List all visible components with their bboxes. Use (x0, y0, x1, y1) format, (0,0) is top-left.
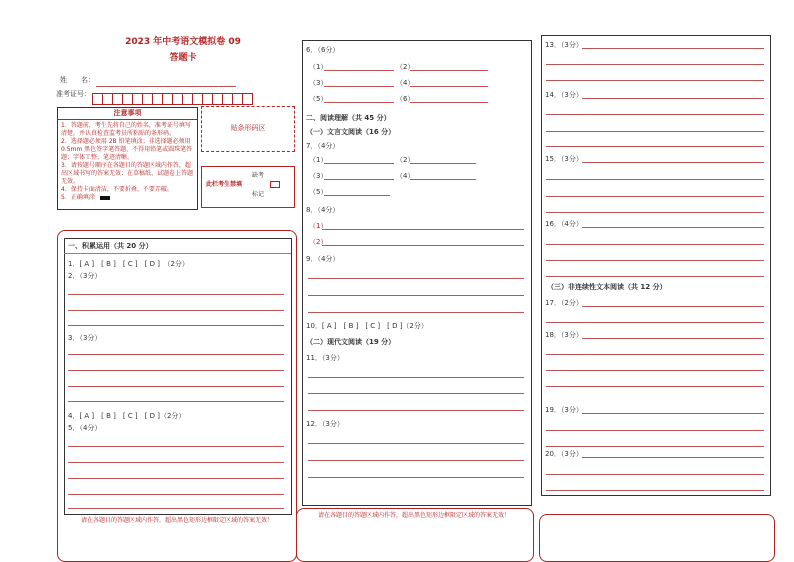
note-item: 3．请按题号顺序在各题目的答题区域内作答，超出区域书写的答案无效；在草稿纸、试题卷上答题无效。 (61, 162, 194, 185)
absent-checkbox[interactable] (270, 181, 280, 188)
name-label: 姓 名： (60, 76, 95, 84)
q7-item-label: （2） (396, 156, 415, 164)
filled-mark-icon (100, 196, 110, 200)
col1-warning: 请在各题目的答题区域内作答，超出黑色矩形边框限定区域的答案无效！ (80, 517, 273, 524)
page-title: 2023 年中考语文模拟卷 09 (125, 37, 241, 47)
absent-box (201, 166, 295, 208)
col2-warning: 请在各题目的答题区域内作答，超出黑色矩形边框限定区域的答案无效！ (317, 512, 510, 519)
q15-label: 15．（3分） (545, 155, 583, 163)
q16-label: 16．（4分） (545, 220, 583, 228)
q19-label: 19．（3分） (545, 406, 583, 414)
exam-id-cells[interactable] (92, 88, 252, 107)
q8-item-label: （1） (309, 222, 328, 230)
note-item: 5．正确填涂 (61, 194, 194, 202)
q6-item-label: （6） (396, 95, 415, 103)
q4-choices[interactable]: 4．[ A ] [ B ] [ C ] [ D ]（2分） (68, 412, 186, 420)
absent-prompt: 此栏考生禁填 (206, 181, 243, 188)
q6-item-label: （2） (396, 63, 415, 71)
q5-label: 5．（4分） (68, 424, 102, 432)
q7-item-label: （5） (309, 188, 328, 196)
q8-item-label: （2） (309, 238, 328, 246)
section-2-title: 二、阅读理解（共 45 分） (306, 114, 391, 122)
absent-mark-label: 标记 (252, 191, 265, 198)
q9-label: 9．（4分） (306, 255, 340, 263)
barcode-area (201, 106, 295, 152)
subsection-classical: （一）文言文阅读（16 分） (306, 128, 396, 136)
notes-title: 注意事项 (58, 108, 197, 120)
q11-label: 11．（3分） (306, 354, 344, 362)
q7-item-label: （4） (396, 172, 415, 180)
q3-label: 3．（3分） (68, 334, 102, 342)
q7-label: 7．（4分） (306, 142, 340, 150)
subsection-nonlinear: （三）非连续性文本阅读（共 12 分） (547, 283, 667, 291)
col2-answer-area (302, 40, 532, 506)
notes-box (57, 107, 198, 210)
col3-answer-area (541, 35, 771, 496)
q7-item-label: （1） (309, 156, 328, 164)
section-1-title: 一、积累运用（共 20 分） (68, 242, 153, 250)
note-item: 2．选择题必须用 2B 铅笔填涂；非选择题必须用 0.5mm 黑色签字笔答题，不得用铅笔或圆珠笔答题；字体工整、笔迹清晰。 (61, 138, 193, 161)
note-item: 1．答题前，考生先将自己的姓名，准考证号填写清楚，并认真检查监考员所粘贴的条形码。 (61, 122, 191, 137)
q13-label: 13．（3分） (545, 41, 583, 49)
q17-label: 17．（2分） (545, 299, 583, 307)
q10-choices[interactable]: 10．[ A ] [ B ] [ C ] [ D ]（2分） (306, 322, 428, 330)
q8-label: 8．（4分） (306, 206, 340, 214)
exam-id-label: 准考证号： (56, 90, 91, 98)
q6-item-label: （5） (309, 95, 328, 103)
page-subtitle: 答题卡 (169, 53, 197, 63)
absent-label: 缺考 (252, 172, 265, 179)
q12-label: 12．（3分） (306, 420, 344, 428)
q1-choices[interactable]: 1．[ A ] [ B ] [ C ] [ D ] （2分） (68, 260, 189, 268)
barcode-label: 贴条形码区 (230, 124, 266, 132)
q7-item-label: （3） (309, 172, 328, 180)
q6-label: 6．（6分） (306, 46, 340, 54)
name-field[interactable] (96, 86, 236, 87)
q6-item-label: （3） (309, 79, 328, 87)
q2-label: 2．（3分） (68, 272, 102, 280)
q20-label: 20．（3分） (545, 450, 583, 458)
q6-item-label: （1） (309, 63, 328, 71)
q14-label: 14．（3分） (545, 91, 583, 99)
q6-item-label: （4） (396, 79, 415, 87)
note-item: 4．保持卡面清洁，不要折叠、不要弄破。 (61, 186, 173, 193)
q18-label: 18．（3分） (545, 331, 583, 339)
col3-outer-frame (539, 514, 775, 562)
subsection-modern: （二）现代文阅读（19 分） (306, 338, 396, 346)
